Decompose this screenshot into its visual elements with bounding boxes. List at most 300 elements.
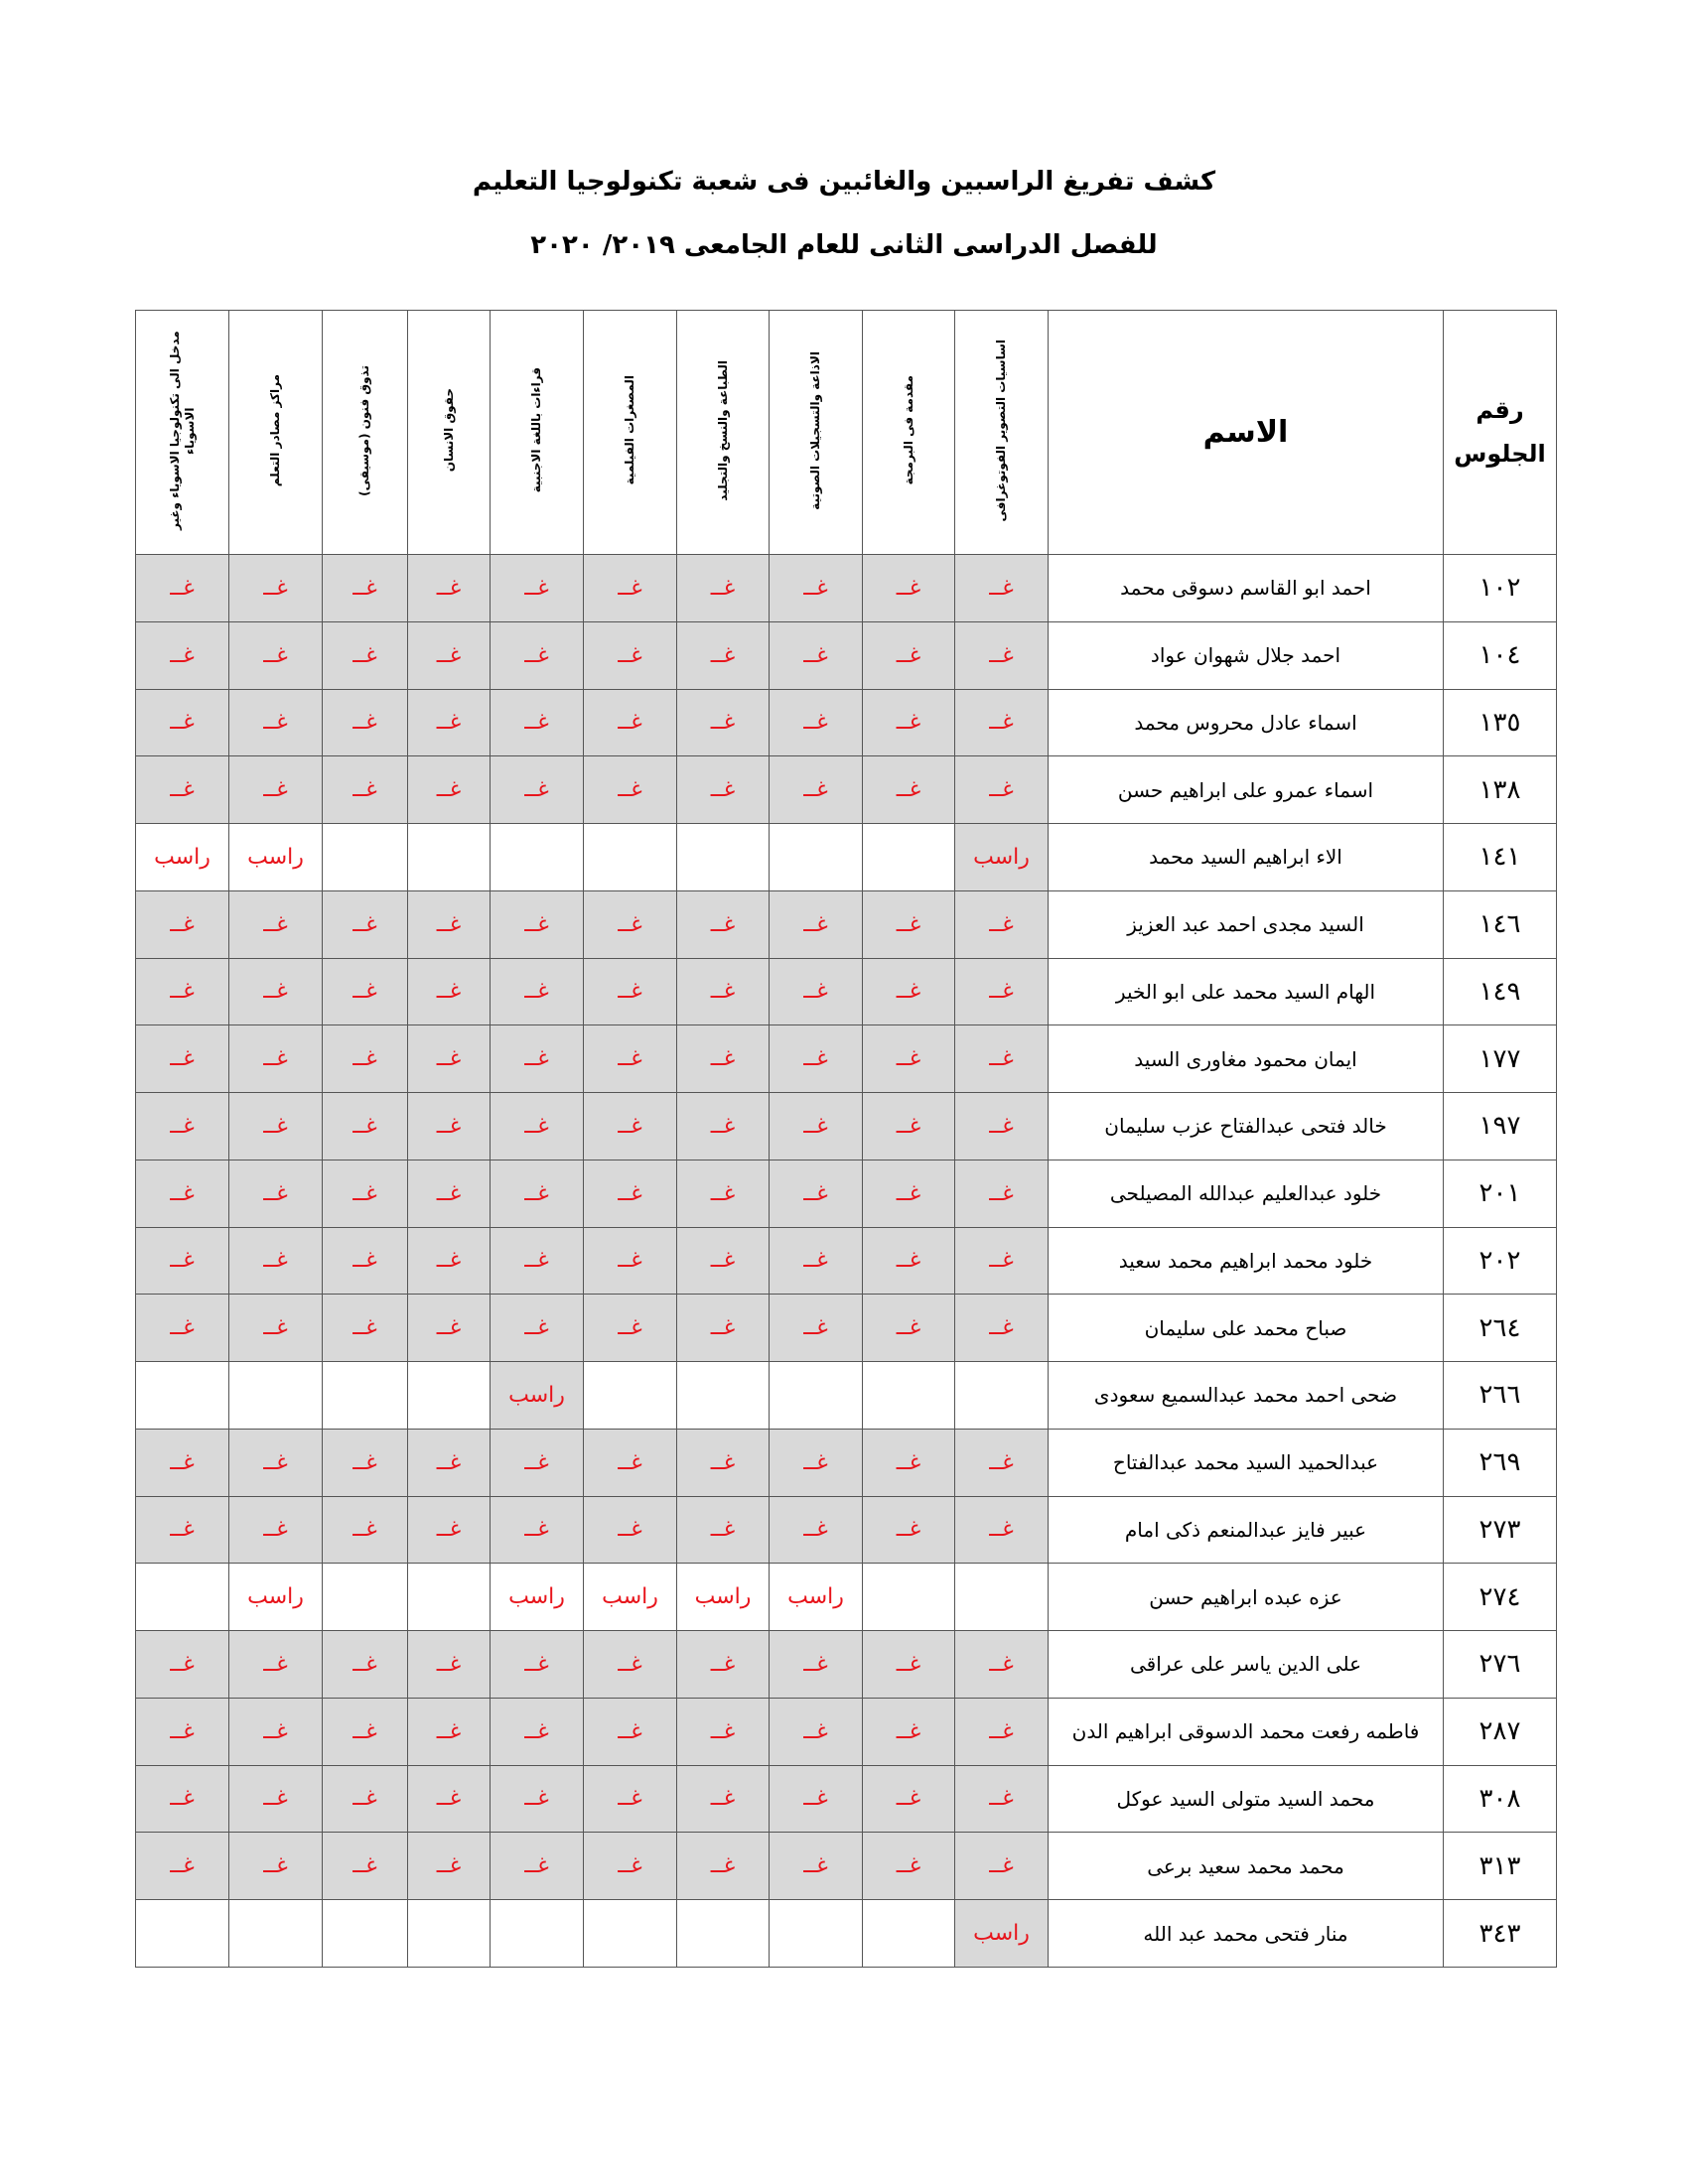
result-cell: غــ: [136, 1093, 229, 1160]
header-row: [136, 311, 1557, 555]
result-cell: غــ: [584, 1295, 677, 1362]
result-cell: غــ: [677, 1093, 770, 1160]
student-name-cell: عبير فايز عبدالمنعم ذكى امام: [1049, 1496, 1444, 1564]
seat-number-cell: ٢٦٦: [1444, 1362, 1557, 1430]
result-cell: غــ: [770, 958, 863, 1025]
result-cell: [136, 1564, 229, 1631]
student-name-cell: عزه عبده ابراهيم حسن: [1049, 1564, 1444, 1631]
result-cell: غــ: [408, 1227, 491, 1295]
result-cell: غــ: [770, 555, 863, 622]
result-cell: غــ: [863, 1698, 955, 1765]
result-cell: غــ: [323, 1631, 408, 1699]
result-cell: غــ: [229, 621, 323, 689]
table-row: [136, 621, 1557, 689]
result-cell: غــ: [491, 1429, 584, 1496]
seat-number-cell: ٢٠١: [1444, 1160, 1557, 1227]
table-row: [136, 1429, 1557, 1496]
result-cell: غــ: [323, 1765, 408, 1833]
result-cell: راسب: [770, 1564, 863, 1631]
result-cell: راسب: [955, 1900, 1049, 1968]
result-cell: غــ: [677, 1295, 770, 1362]
result-cell: غــ: [136, 1227, 229, 1295]
result-cell: غــ: [863, 890, 955, 958]
result-cell: غــ: [491, 1765, 584, 1833]
result-cell: غــ: [770, 1833, 863, 1900]
seat-number-cell: ٢٧٤: [1444, 1564, 1557, 1631]
result-cell: غــ: [770, 689, 863, 756]
result-cell: غــ: [584, 1093, 677, 1160]
result-cell: غــ: [955, 890, 1049, 958]
result-cell: غــ: [408, 1093, 491, 1160]
seat-number-cell: ٢٦٤: [1444, 1295, 1557, 1362]
result-cell: [408, 1564, 491, 1631]
result-cell: غــ: [491, 958, 584, 1025]
subject-header-label: تذوق فنون (موسيقى): [357, 364, 371, 496]
result-cell: غــ: [584, 958, 677, 1025]
result-cell: غــ: [136, 1429, 229, 1496]
result-cell: غــ: [229, 1227, 323, 1295]
result-cell: غــ: [863, 621, 955, 689]
result-cell: غــ: [584, 1698, 677, 1765]
result-cell: غــ: [770, 621, 863, 689]
student-name-cell: السيد مجدى احمد عبد العزيز: [1049, 890, 1444, 958]
result-cell: غــ: [323, 555, 408, 622]
result-cell: غــ: [408, 1025, 491, 1093]
result-cell: غــ: [677, 958, 770, 1025]
result-cell: غــ: [491, 1227, 584, 1295]
table-row: [136, 1900, 1557, 1968]
result-cell: غــ: [323, 1227, 408, 1295]
result-cell: غــ: [408, 1698, 491, 1765]
result-cell: [584, 824, 677, 891]
result-cell: غــ: [229, 756, 323, 824]
result-cell: غــ: [323, 1160, 408, 1227]
result-cell: غــ: [677, 1496, 770, 1564]
result-cell: غــ: [229, 1631, 323, 1699]
result-cell: [770, 1900, 863, 1968]
result-cell: غــ: [770, 1429, 863, 1496]
seat-number-cell: ٢٧٣: [1444, 1496, 1557, 1564]
student-name-cell: خالد فتحى عبدالفتاح عزب سليمان: [1049, 1093, 1444, 1160]
result-cell: غــ: [323, 1496, 408, 1564]
result-cell: غــ: [863, 958, 955, 1025]
result-cell: غــ: [491, 756, 584, 824]
result-cell: غــ: [955, 1765, 1049, 1833]
student-name-cell: ايمان محمود مغاورى السيد: [1049, 1025, 1444, 1093]
result-cell: غــ: [323, 689, 408, 756]
result-cell: غــ: [863, 555, 955, 622]
result-cell: غــ: [323, 1025, 408, 1093]
result-cell: [323, 1564, 408, 1631]
result-cell: [770, 1362, 863, 1430]
seat-number-cell: ١٠٢: [1444, 555, 1557, 622]
result-cell: غــ: [491, 1698, 584, 1765]
result-cell: غــ: [229, 1025, 323, 1093]
seat-number-cell: ١٧٧: [1444, 1025, 1557, 1093]
result-cell: [863, 824, 955, 891]
results-table: [135, 310, 1557, 1968]
student-name-cell: احمد ابو القاسم دسوقى محمد: [1049, 555, 1444, 622]
result-cell: [863, 1900, 955, 1968]
subject-header: [584, 311, 677, 555]
result-cell: غــ: [955, 756, 1049, 824]
subject-header-label: الاذاعة والتسجيلات الصوتية: [808, 350, 822, 510]
result-cell: غــ: [229, 1698, 323, 1765]
result-cell: [863, 1362, 955, 1430]
result-cell: راسب: [229, 824, 323, 891]
result-cell: غــ: [863, 1765, 955, 1833]
table-row: [136, 555, 1557, 622]
seat-number-cell: ١٩٧: [1444, 1093, 1557, 1160]
result-cell: غــ: [136, 1496, 229, 1564]
result-cell: غــ: [136, 621, 229, 689]
result-cell: راسب: [584, 1564, 677, 1631]
result-cell: غــ: [229, 1496, 323, 1564]
table-row: [136, 1698, 1557, 1765]
result-cell: غــ: [491, 1025, 584, 1093]
result-cell: غــ: [408, 1429, 491, 1496]
result-cell: [584, 1900, 677, 1968]
subject-header: [770, 311, 863, 555]
table-row: [136, 1093, 1557, 1160]
result-cell: غــ: [863, 1833, 955, 1900]
result-cell: غــ: [408, 890, 491, 958]
result-cell: غــ: [584, 1429, 677, 1496]
result-cell: غــ: [584, 1833, 677, 1900]
result-cell: راسب: [491, 1362, 584, 1430]
result-cell: [584, 1362, 677, 1430]
result-cell: غــ: [863, 1025, 955, 1093]
subject-header-label: الطباعة والنسخ والتجليد: [715, 359, 730, 501]
result-cell: غــ: [323, 958, 408, 1025]
result-cell: غــ: [136, 958, 229, 1025]
result-cell: غــ: [955, 958, 1049, 1025]
subject-header-label: حقوق الانسان: [441, 388, 456, 473]
result-cell: غــ: [323, 1093, 408, 1160]
result-cell: غــ: [863, 1295, 955, 1362]
result-cell: غــ: [491, 890, 584, 958]
result-cell: غــ: [491, 1631, 584, 1699]
result-cell: غــ: [584, 1160, 677, 1227]
result-cell: غــ: [229, 555, 323, 622]
result-cell: غــ: [677, 1698, 770, 1765]
result-cell: غــ: [584, 756, 677, 824]
seat-number-header-label: رقم الجلوس: [1454, 396, 1546, 468]
result-cell: غــ: [770, 1631, 863, 1699]
result-cell: غــ: [491, 621, 584, 689]
seat-number-cell: ٣١٣: [1444, 1833, 1557, 1900]
result-cell: غــ: [677, 1227, 770, 1295]
result-cell: غــ: [491, 689, 584, 756]
result-cell: غــ: [408, 756, 491, 824]
seat-number-cell: ٢٧٦: [1444, 1631, 1557, 1699]
result-cell: غــ: [770, 1025, 863, 1093]
result-cell: غــ: [770, 756, 863, 824]
result-cell: غــ: [955, 1295, 1049, 1362]
result-cell: [491, 1900, 584, 1968]
result-cell: غــ: [229, 1160, 323, 1227]
student-name-cell: على الدين ياسر على عراقى: [1049, 1631, 1444, 1699]
student-name-cell: اسماء عمرو على ابراهيم حسن: [1049, 756, 1444, 824]
result-cell: غــ: [491, 1295, 584, 1362]
result-cell: غــ: [323, 1295, 408, 1362]
student-name-cell: عبدالحميد السيد محمد عبدالفتاح: [1049, 1429, 1444, 1496]
student-name-cell: منار فتحى محمد عبد الله: [1049, 1900, 1444, 1968]
result-cell: غــ: [136, 1160, 229, 1227]
result-cell: [491, 824, 584, 891]
subject-header: [229, 311, 323, 555]
subject-header-label: مراكز مصادر التعلم: [268, 373, 282, 487]
result-cell: غــ: [677, 621, 770, 689]
result-cell: [323, 824, 408, 891]
table-row: [136, 958, 1557, 1025]
subject-header-label: المصغرات الفيلمية: [623, 375, 636, 485]
result-cell: غــ: [323, 621, 408, 689]
result-cell: [229, 1362, 323, 1430]
result-cell: غــ: [770, 1295, 863, 1362]
result-cell: غــ: [408, 1631, 491, 1699]
result-cell: غــ: [136, 1765, 229, 1833]
result-cell: غــ: [136, 1833, 229, 1900]
result-cell: غــ: [863, 1429, 955, 1496]
result-cell: غــ: [584, 1025, 677, 1093]
student-name-cell: الاء ابراهيم السيد محمد: [1049, 824, 1444, 891]
result-cell: غــ: [136, 555, 229, 622]
result-cell: غــ: [408, 689, 491, 756]
seat-number-cell: ١٤٦: [1444, 890, 1557, 958]
result-cell: غــ: [770, 1698, 863, 1765]
result-cell: [408, 824, 491, 891]
result-cell: راسب: [136, 824, 229, 891]
result-cell: غــ: [491, 1496, 584, 1564]
result-cell: غــ: [229, 1093, 323, 1160]
seat-number-cell: ٢٨٧: [1444, 1698, 1557, 1765]
result-cell: غــ: [863, 689, 955, 756]
result-cell: غــ: [677, 1429, 770, 1496]
result-cell: غــ: [955, 1025, 1049, 1093]
result-cell: غــ: [229, 1765, 323, 1833]
result-cell: غــ: [408, 1295, 491, 1362]
table-row: [136, 1564, 1557, 1631]
student-name-cell: فاطمه رفعت محمد الدسوقى ابراهيم الدن: [1049, 1698, 1444, 1765]
result-cell: غــ: [584, 1496, 677, 1564]
subject-header: [863, 311, 955, 555]
table-row: [136, 1631, 1557, 1699]
result-cell: غــ: [863, 1496, 955, 1564]
result-cell: [408, 1362, 491, 1430]
seat-number-cell: ١٤١: [1444, 824, 1557, 891]
student-name-cell: محمد محمد سعيد برعى: [1049, 1833, 1444, 1900]
result-cell: [770, 824, 863, 891]
result-cell: غــ: [408, 1833, 491, 1900]
result-cell: غــ: [136, 890, 229, 958]
student-name-cell: خلود محمد ابراهيم محمد سعيد: [1049, 1227, 1444, 1295]
result-cell: غــ: [584, 1227, 677, 1295]
student-name-cell: الهام السيد محمد على ابو الخير: [1049, 958, 1444, 1025]
result-cell: [955, 1564, 1049, 1631]
table-row: [136, 756, 1557, 824]
seat-number-cell: ١٠٤: [1444, 621, 1557, 689]
result-cell: غــ: [677, 689, 770, 756]
seat-number-cell: ١٤٩: [1444, 958, 1557, 1025]
subject-header: [491, 311, 584, 555]
subject-header: [677, 311, 770, 555]
result-cell: غــ: [863, 1227, 955, 1295]
result-cell: غــ: [408, 555, 491, 622]
result-cell: [136, 1362, 229, 1430]
result-cell: غــ: [955, 1496, 1049, 1564]
result-cell: غــ: [408, 1765, 491, 1833]
seat-number-cell: ٢٠٢: [1444, 1227, 1557, 1295]
table-row: [136, 1362, 1557, 1430]
result-cell: راسب: [677, 1564, 770, 1631]
result-cell: غــ: [408, 1496, 491, 1564]
result-cell: غــ: [955, 1160, 1049, 1227]
result-cell: غــ: [323, 1698, 408, 1765]
table-row: [136, 1160, 1557, 1227]
result-cell: غــ: [323, 1429, 408, 1496]
result-cell: غــ: [677, 890, 770, 958]
seat-number-cell: ٢٦٩: [1444, 1429, 1557, 1496]
result-cell: غــ: [955, 1833, 1049, 1900]
result-cell: غــ: [136, 1698, 229, 1765]
result-cell: [229, 1900, 323, 1968]
subject-header-label: قراءات باللغة الاجنبية: [529, 367, 543, 493]
result-cell: غــ: [584, 890, 677, 958]
result-cell: غــ: [863, 1093, 955, 1160]
subject-header-label: اساسيات التصوير الفوتوغرافى: [994, 339, 1008, 522]
result-cell: غــ: [677, 1833, 770, 1900]
result-cell: غــ: [323, 1833, 408, 1900]
result-cell: غــ: [136, 1631, 229, 1699]
table-row: [136, 1025, 1557, 1093]
name-header-label: الاسم: [1202, 415, 1289, 450]
table-row: [136, 824, 1557, 891]
result-cell: غــ: [677, 555, 770, 622]
result-cell: غــ: [955, 1429, 1049, 1496]
subject-header: [408, 311, 491, 555]
result-cell: غــ: [323, 890, 408, 958]
result-cell: [677, 1900, 770, 1968]
subject-header-label: مقدمة فى البرمجة: [901, 375, 915, 485]
result-cell: غــ: [770, 1160, 863, 1227]
table-row: [136, 1833, 1557, 1900]
table-row: [136, 1295, 1557, 1362]
result-cell: غــ: [408, 1160, 491, 1227]
result-cell: غــ: [955, 1631, 1049, 1699]
student-name-cell: محمد السيد متولى السيد عوكل: [1049, 1765, 1444, 1833]
table-row: [136, 890, 1557, 958]
result-cell: غــ: [863, 756, 955, 824]
result-cell: غــ: [584, 689, 677, 756]
student-name-cell: اسماء عادل محروس محمد: [1049, 689, 1444, 756]
result-cell: راسب: [229, 1564, 323, 1631]
result-cell: غــ: [770, 890, 863, 958]
result-cell: غــ: [770, 1227, 863, 1295]
result-cell: غــ: [677, 1765, 770, 1833]
seat-number-cell: ١٣٥: [1444, 689, 1557, 756]
student-name-cell: صباح محمد على سليمان: [1049, 1295, 1444, 1362]
result-cell: غــ: [770, 1496, 863, 1564]
page-title: كشف تفريغ الراسبين والغائبين فى شعبة تكنولوجيا التعليم: [472, 167, 1216, 197]
result-cell: [677, 1362, 770, 1430]
result-cell: غــ: [677, 1025, 770, 1093]
result-cell: غــ: [491, 1160, 584, 1227]
result-cell: غــ: [584, 621, 677, 689]
result-cell: غــ: [677, 1160, 770, 1227]
result-cell: [863, 1564, 955, 1631]
result-cell: غــ: [229, 958, 323, 1025]
result-cell: غــ: [229, 689, 323, 756]
result-cell: غــ: [863, 1631, 955, 1699]
subject-header: [323, 311, 408, 555]
table-row: [136, 689, 1557, 756]
result-cell: [323, 1900, 408, 1968]
result-cell: غــ: [677, 1631, 770, 1699]
result-cell: غــ: [136, 1295, 229, 1362]
result-cell: راسب: [491, 1564, 584, 1631]
name-header: [1049, 311, 1444, 555]
result-cell: غــ: [770, 1093, 863, 1160]
result-cell: غــ: [408, 621, 491, 689]
subject-header: [955, 311, 1049, 555]
table-row: [136, 1765, 1557, 1833]
result-cell: غــ: [955, 1227, 1049, 1295]
student-name-cell: ضحى احمد محمد عبدالسميع سعودى: [1049, 1362, 1444, 1430]
result-cell: غــ: [770, 1765, 863, 1833]
result-cell: غــ: [677, 756, 770, 824]
result-cell: غــ: [491, 1833, 584, 1900]
table-row: [136, 1496, 1557, 1564]
page-subtitle: للفصل الدراسى الثانى للعام الجامعى ٢٠١٩/ ٢٠٢٠: [530, 230, 1158, 260]
seat-number-cell: ٣٠٨: [1444, 1765, 1557, 1833]
result-cell: غــ: [323, 756, 408, 824]
table-row: [136, 1227, 1557, 1295]
result-cell: غــ: [136, 756, 229, 824]
subject-header-label: مدخل الى تكنولوجيا الاسوياء وغير الاسوياء: [167, 331, 197, 530]
result-cell: غــ: [955, 1698, 1049, 1765]
result-cell: غــ: [136, 689, 229, 756]
result-cell: غــ: [229, 1833, 323, 1900]
result-cell: غــ: [955, 555, 1049, 622]
seat-number-header: [1444, 311, 1557, 555]
student-name-cell: خلود عبدالعليم عبدالله المصيلحى: [1049, 1160, 1444, 1227]
result-cell: غــ: [136, 1025, 229, 1093]
seat-number-cell: ٣٤٣: [1444, 1900, 1557, 1968]
result-cell: [408, 1900, 491, 1968]
result-cell: غــ: [491, 555, 584, 622]
seat-number-cell: ١٣٨: [1444, 756, 1557, 824]
subject-header: [136, 311, 229, 555]
result-cell: راسب: [955, 824, 1049, 891]
result-cell: غــ: [584, 555, 677, 622]
result-cell: غــ: [229, 890, 323, 958]
result-cell: غــ: [955, 689, 1049, 756]
result-cell: [955, 1362, 1049, 1430]
result-cell: [677, 824, 770, 891]
result-cell: غــ: [955, 621, 1049, 689]
result-cell: [323, 1362, 408, 1430]
result-cell: غــ: [584, 1631, 677, 1699]
result-cell: [136, 1900, 229, 1968]
student-name-cell: احمد جلال شهوان عواد: [1049, 621, 1444, 689]
result-cell: غــ: [229, 1295, 323, 1362]
result-cell: غــ: [491, 1093, 584, 1160]
result-cell: غــ: [229, 1429, 323, 1496]
result-cell: غــ: [955, 1093, 1049, 1160]
result-cell: غــ: [408, 958, 491, 1025]
result-cell: غــ: [863, 1160, 955, 1227]
